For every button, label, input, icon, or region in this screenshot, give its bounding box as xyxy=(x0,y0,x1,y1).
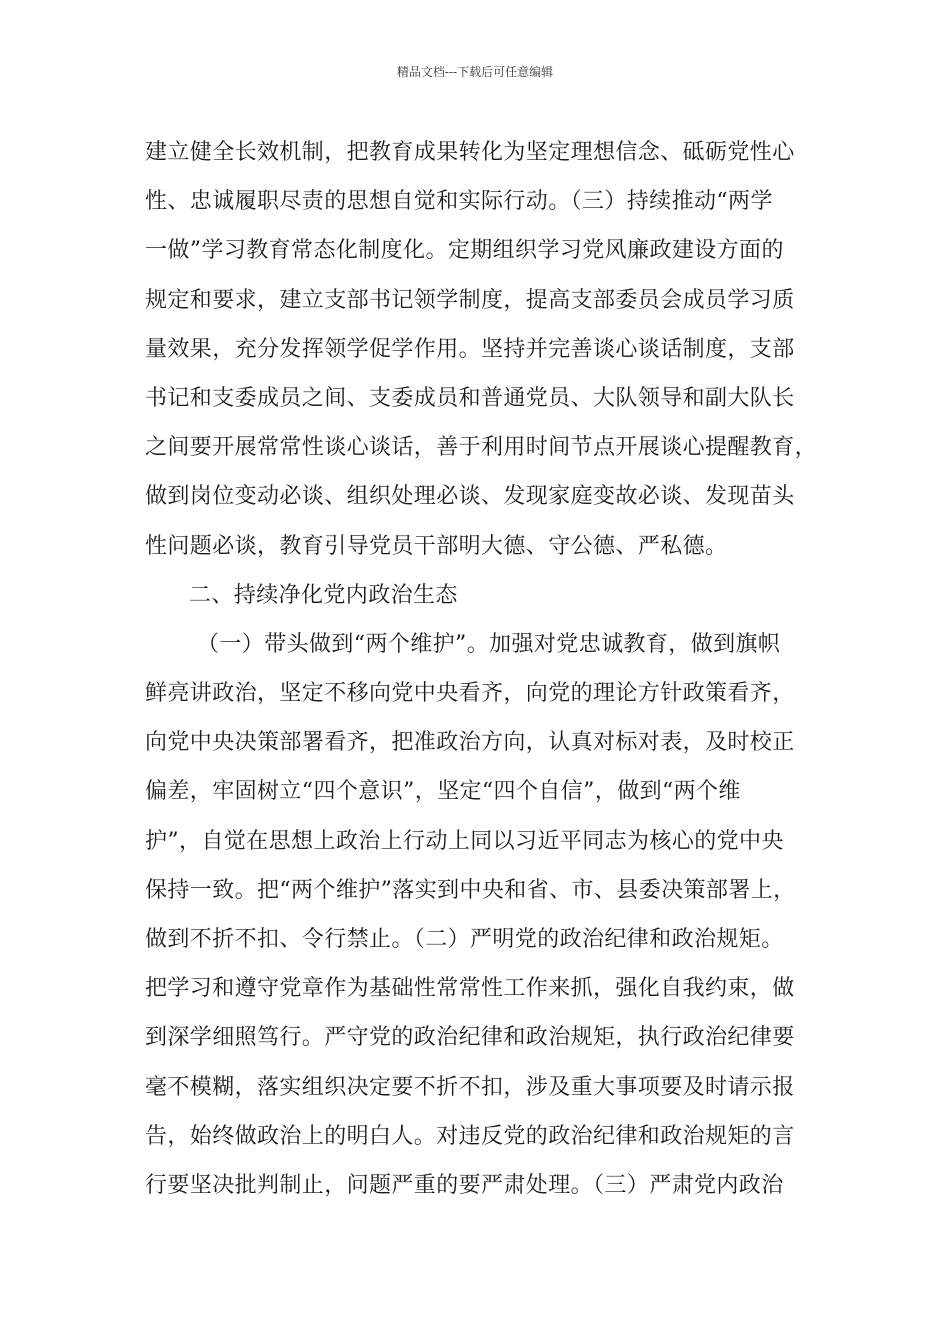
text-line: 毫不模糊，落实组织决定要不折不扣，涉及重大事项要及时请示报 xyxy=(145,1074,795,1100)
text-line: 量效果，充分发挥领学促学作用。坚持并完善谈心谈话制度，支部 xyxy=(145,336,795,362)
text-line: 鲜亮讲政治，坚定不移向党中央看齐，向党的理论方针政策看齐， xyxy=(145,681,795,707)
text-line: 告，始终做政治上的明白人。对违反党的政治纪律和政治规矩的言 xyxy=(145,1123,795,1149)
text-line: 书记和支委成员之间、支委成员和普通党员、大队领导和副大队长 xyxy=(145,385,795,411)
text-line: 性问题必谈，教育引导党员干部明大德、守公德、严私德。 xyxy=(145,533,728,559)
text-line: 向党中央决策部署看齐，把准政治方向，认真对标对表，及时校正 xyxy=(145,730,795,756)
text-line: 做到不折不扣、令行禁止。（二）严明党的政治纪律和政治规矩。 xyxy=(145,927,784,952)
text-line: 一做”学习教育常态化制度化。定期组织学习党风廉政建设方面的 xyxy=(145,238,784,264)
text-line: （一）带头做到“两个维护”。加强对党忠诚教育，做到旗帜 xyxy=(197,631,781,657)
text-line: 行要坚决批判制止，问题严重的要严肃处理。（三）严肃党内政治 xyxy=(145,1172,784,1198)
text-line: 做到岗位变动必谈、组织处理必谈、发现家庭变故必谈、发现苗头 xyxy=(145,484,795,510)
text-line: 规定和要求，建立支部书记领学制度，提高支部委员会成员学习质 xyxy=(145,287,795,313)
text-line: 把学习和遵守党章作为基础性常常性工作来抓，强化自我约束，做 xyxy=(145,976,795,1002)
text-line: 之间要开展常常性谈心谈话，善于利用时间节点开展谈心提醒教育， xyxy=(145,435,818,461)
page-header: 精品文档---下载后可任意编辑 xyxy=(396,65,554,79)
text-line: 性、忠诚履职尽责的思想自觉和实际行动。（三）持续推动“两学 xyxy=(145,189,773,215)
document-body xyxy=(145,128,825,1210)
text-line: 护”，自觉在思想上政治上行动上同以习近平同志为核心的党中央 xyxy=(145,828,784,854)
text-line: 建立健全长效机制，把教育成果转化为坚定理想信念、砥砺党性心 xyxy=(145,140,795,165)
section-heading: 二、持续净化党内政治生态 xyxy=(189,582,458,608)
text-line: 到深学细照笃行。严守党的政治纪律和政治规矩，执行政治纪律要 xyxy=(145,1025,795,1051)
text-line: 保持一致。把“两个维护”落实到中央和省、市、县委决策部署上， xyxy=(145,877,796,903)
text-line: 偏差，牢固树立“四个意识”，坚定“四个自信”，做到“两个维 xyxy=(145,779,741,805)
